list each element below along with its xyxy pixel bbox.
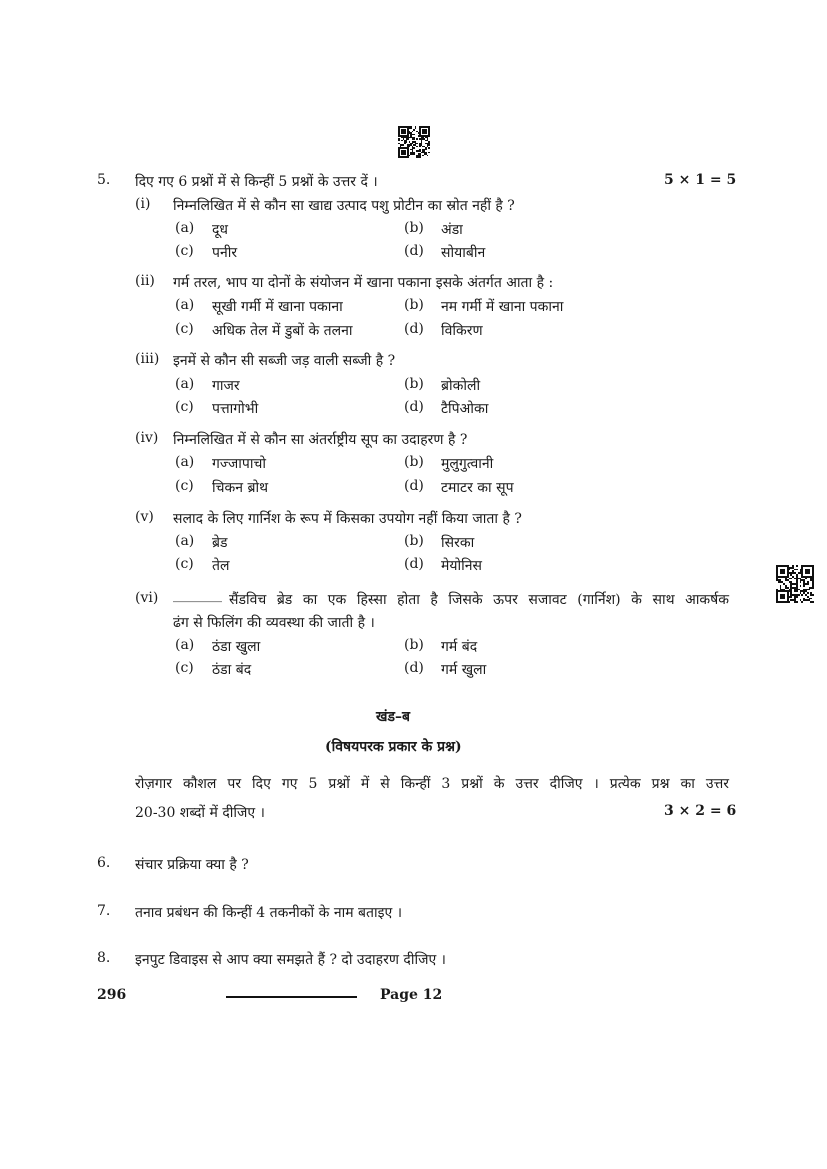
section-marks: 3 × 2 = 6	[664, 803, 737, 819]
option-text: सोयाबीन	[441, 245, 486, 261]
option-label: (b)	[404, 454, 424, 470]
option-text: दूध	[212, 222, 229, 238]
sub-question-text: इनमें से कौन सी सब्जी जड़ वाली सब्जी है ?	[173, 353, 396, 369]
option-label: (a)	[175, 220, 195, 236]
option-label: (b)	[404, 297, 424, 313]
option-text: सूखी गर्मी में खाना पकाना	[212, 299, 343, 315]
section-instruction-line2: 20-30 शब्दों में दीजिए ।	[135, 805, 265, 821]
option-label: (a)	[175, 297, 195, 313]
option-text: तेल	[212, 558, 230, 574]
sub-question-label: (vi)	[135, 590, 159, 606]
option-label: (a)	[175, 637, 195, 653]
option-label: (c)	[175, 399, 194, 415]
sub-question-label: (i)	[135, 196, 151, 212]
option-text: नम गर्मी में खाना पकाना	[441, 299, 564, 315]
option-label: (c)	[175, 321, 194, 337]
footer-rule	[226, 996, 357, 998]
option-text: ब्रेड	[212, 535, 228, 551]
option-label: (b)	[404, 533, 424, 549]
option-text: गर्म खुला	[441, 662, 487, 678]
option-label: (a)	[175, 376, 195, 392]
option-text: गज्जापाचो	[212, 456, 266, 472]
option-label: (d)	[404, 478, 424, 494]
option-text: विकिरण	[441, 323, 483, 339]
question-number: 5.	[97, 172, 111, 188]
option-text: गाजर	[212, 378, 240, 394]
option-label: (d)	[404, 243, 424, 259]
question-number: 6.	[97, 855, 111, 871]
sub-question-label: (iv)	[135, 430, 159, 446]
option-text: चिकन ब्रोथ	[212, 480, 269, 496]
marks-label: 5 × 1 = 5	[664, 172, 737, 188]
option-label: (c)	[175, 660, 194, 676]
option-text: गर्म बंद	[441, 639, 478, 655]
sub-question-text: सलाद के लिए गार्निश के रूप में किसका उपयोग नहीं किया जाता है ?	[173, 511, 522, 527]
option-text: अधिक तेल में डुबों के तलना	[212, 323, 353, 339]
page-number: Page 12	[380, 987, 443, 1003]
option-text: पनीर	[212, 245, 238, 261]
section-subtitle: (विषयपरक प्रकार के प्रश्न)	[325, 739, 462, 755]
fill-in-blank: _______	[173, 587, 222, 603]
option-label: (a)	[175, 454, 195, 470]
qr-code-side	[776, 565, 814, 603]
option-label: (c)	[175, 556, 194, 572]
sub-question-label: (iii)	[135, 351, 160, 367]
option-label: (a)	[175, 533, 195, 549]
qr-code-top	[398, 126, 430, 158]
option-text: सिरका	[441, 535, 475, 551]
sub-question-text: गर्म तरल, भाप या दोनों के संयोजन में खाना पकाना इसके अंतर्गत आता है :	[173, 275, 554, 291]
option-label: (d)	[404, 556, 424, 572]
option-text: टमाटर का सूप	[441, 480, 514, 496]
option-label: (b)	[404, 376, 424, 392]
option-label: (b)	[404, 220, 424, 236]
option-text: ठंडा बंद	[212, 662, 252, 678]
option-label: (d)	[404, 399, 424, 415]
option-text: अंडा	[441, 222, 463, 238]
sub-question-label: (ii)	[135, 273, 155, 289]
option-text: मेयोनिस	[441, 558, 482, 574]
option-text: पत्तागोभी	[212, 401, 259, 417]
sub-question-text-cont: ढंग से फिलिंग की व्यवस्था की जाती है ।	[173, 615, 375, 631]
option-label: (d)	[404, 660, 424, 676]
question-number: 7.	[97, 903, 111, 919]
option-label: (c)	[175, 478, 194, 494]
question-text: तनाव प्रबंधन की किन्हीं 4 तकनीकों के नाम बताइए ।	[135, 905, 403, 921]
option-label: (b)	[404, 637, 424, 653]
option-label: (c)	[175, 243, 194, 259]
option-text: ठंडा खुला	[212, 639, 261, 655]
section-instruction-line1: रोज़गार कौशल पर दिए गए 5 प्रश्नों में से किन्हीं 3 प्रश्नों के उत्तर दीजिए । प्रत्येक प्रश्न का उत्तर	[135, 776, 729, 792]
sub-question-text: निम्नलिखित में से कौन सा अंतर्राष्ट्रीय सूप का उदाहरण है ?	[173, 432, 468, 448]
option-text: ब्रोकोली	[441, 378, 481, 394]
question-instruction: दिए गए 6 प्रश्नों में से किन्हीं 5 प्रश्नों के उत्तर दें ।	[135, 174, 378, 190]
sub-question-text: निम्नलिखित में से कौन सा खाद्य उत्पाद पशु प्रोटीन का स्रोत नहीं है ?	[173, 198, 515, 214]
question-text: इनपुट डिवाइस से आप क्या समझते हैं ? दो उदाहरण दीजिए ।	[135, 952, 446, 968]
sub-question-label: (v)	[135, 509, 154, 525]
option-text: टैपिओका	[441, 401, 489, 417]
question-number: 8.	[97, 950, 111, 966]
section-title: खंड–ब	[376, 709, 410, 725]
option-label: (d)	[404, 321, 424, 337]
sub-question-text: सैंडविच ब्रेड का एक हिस्सा होता है जिसके ऊपर सजावट (गार्निश) के साथ आकर्षक	[229, 592, 729, 608]
question-text: संचार प्रक्रिया क्या है ?	[135, 857, 249, 873]
paper-code: 296	[97, 987, 127, 1003]
option-text: मुलुगुत्वानी	[441, 456, 494, 472]
